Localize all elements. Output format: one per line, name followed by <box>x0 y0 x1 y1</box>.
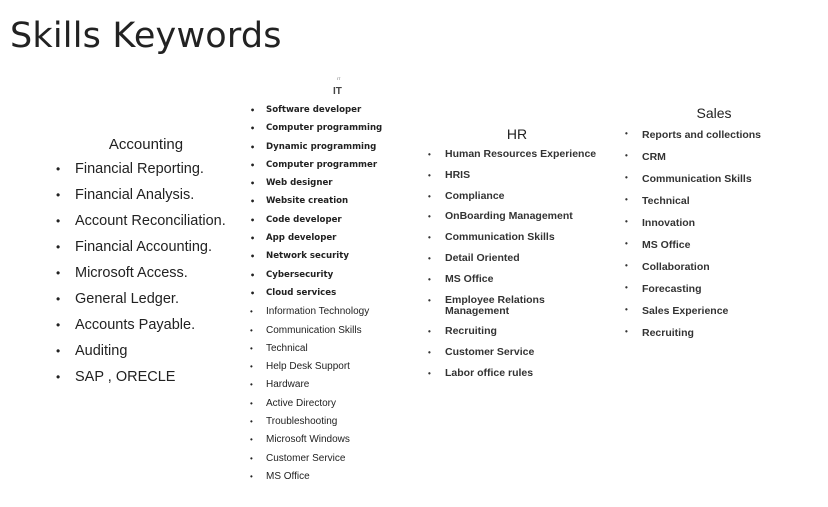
list-item: • Account Reconciliation. <box>56 213 246 239</box>
list-item: • Troubleshooting <box>248 416 382 434</box>
list-item: • Detail Oriented <box>427 253 617 264</box>
list-item: • Auditing <box>56 343 246 369</box>
list-item: • Labor office rules <box>427 368 617 379</box>
list-item: • Dynamic programming <box>248 142 382 160</box>
list-item: • Cloud services <box>248 288 382 306</box>
sales-list <box>624 129 814 349</box>
sales-column <box>624 105 814 349</box>
list-item: • Software developer <box>248 105 382 123</box>
list-item: • Customer Service <box>248 453 382 471</box>
list-item: • Financial Reporting. <box>56 161 246 187</box>
accounting-list <box>56 161 246 395</box>
list-item: • Innovation <box>624 217 814 239</box>
list-item: • Computer programmer <box>248 160 382 178</box>
list-item: • Microsoft Access. <box>56 265 246 291</box>
list-item: • CRM <box>624 151 814 173</box>
list-item: • OnBoarding Management <box>427 211 617 222</box>
list-item: • Technical <box>624 195 814 217</box>
list-item: • Sales Experience <box>624 305 814 327</box>
list-item: • Communication Skills <box>248 325 382 343</box>
list-item: • MS Office <box>624 239 814 261</box>
list-item: • MS Office <box>427 274 617 285</box>
list-item: • Help Desk Support <box>248 361 382 379</box>
list-item: • Communication Skills <box>624 173 814 195</box>
list-item: • Code developer <box>248 215 382 233</box>
sales-heading: Sales <box>696 105 732 121</box>
list-item: • Information Technology <box>248 306 382 324</box>
list-item: • Cybersecurity <box>248 270 382 288</box>
list-item: • General Ledger. <box>56 291 246 317</box>
list-item: • Accounts Payable. <box>56 317 246 343</box>
it-tiny-label: IT <box>337 76 341 81</box>
list-item: • SAP , ORECLE <box>56 369 246 395</box>
list-item: • Hardware <box>248 379 382 397</box>
list-item: • Reports and collections <box>624 129 814 151</box>
list-item: • Financial Analysis. <box>56 187 246 213</box>
it-list <box>248 105 382 489</box>
list-item: • Human Resources Experience <box>427 149 617 160</box>
hr-list <box>427 149 617 379</box>
list-item: • Collaboration <box>624 261 814 283</box>
list-item: • Web designer <box>248 178 382 196</box>
list-item: • MS Office <box>248 471 382 489</box>
list-item: • Financial Accounting. <box>56 239 246 265</box>
slide-title: Skills Keywords <box>10 16 282 56</box>
list-item: • Compliance <box>427 191 617 202</box>
list-item: • Microsoft Windows <box>248 434 382 452</box>
list-item: • App developer <box>248 233 382 251</box>
accounting-column <box>56 136 246 395</box>
list-item: • HRIS <box>427 170 617 181</box>
list-item: • Forecasting <box>624 283 814 305</box>
hr-heading: HR <box>506 126 528 142</box>
it-heading: IT <box>333 86 342 97</box>
list-item: • Employee Relations Management <box>427 295 595 317</box>
list-item: • Recruiting <box>427 326 617 337</box>
list-item: • Network security <box>248 251 382 269</box>
list-item: • Active Directory <box>248 398 382 416</box>
list-item: • Website creation <box>248 196 382 214</box>
list-item: • Communication Skills <box>427 232 617 243</box>
list-item: • Technical <box>248 343 382 361</box>
hr-column <box>427 126 617 389</box>
list-item: • Computer programming <box>248 123 382 141</box>
accounting-heading: Accounting <box>108 136 184 153</box>
list-item: • Recruiting <box>624 327 814 349</box>
list-item: • Customer Service <box>427 347 617 358</box>
